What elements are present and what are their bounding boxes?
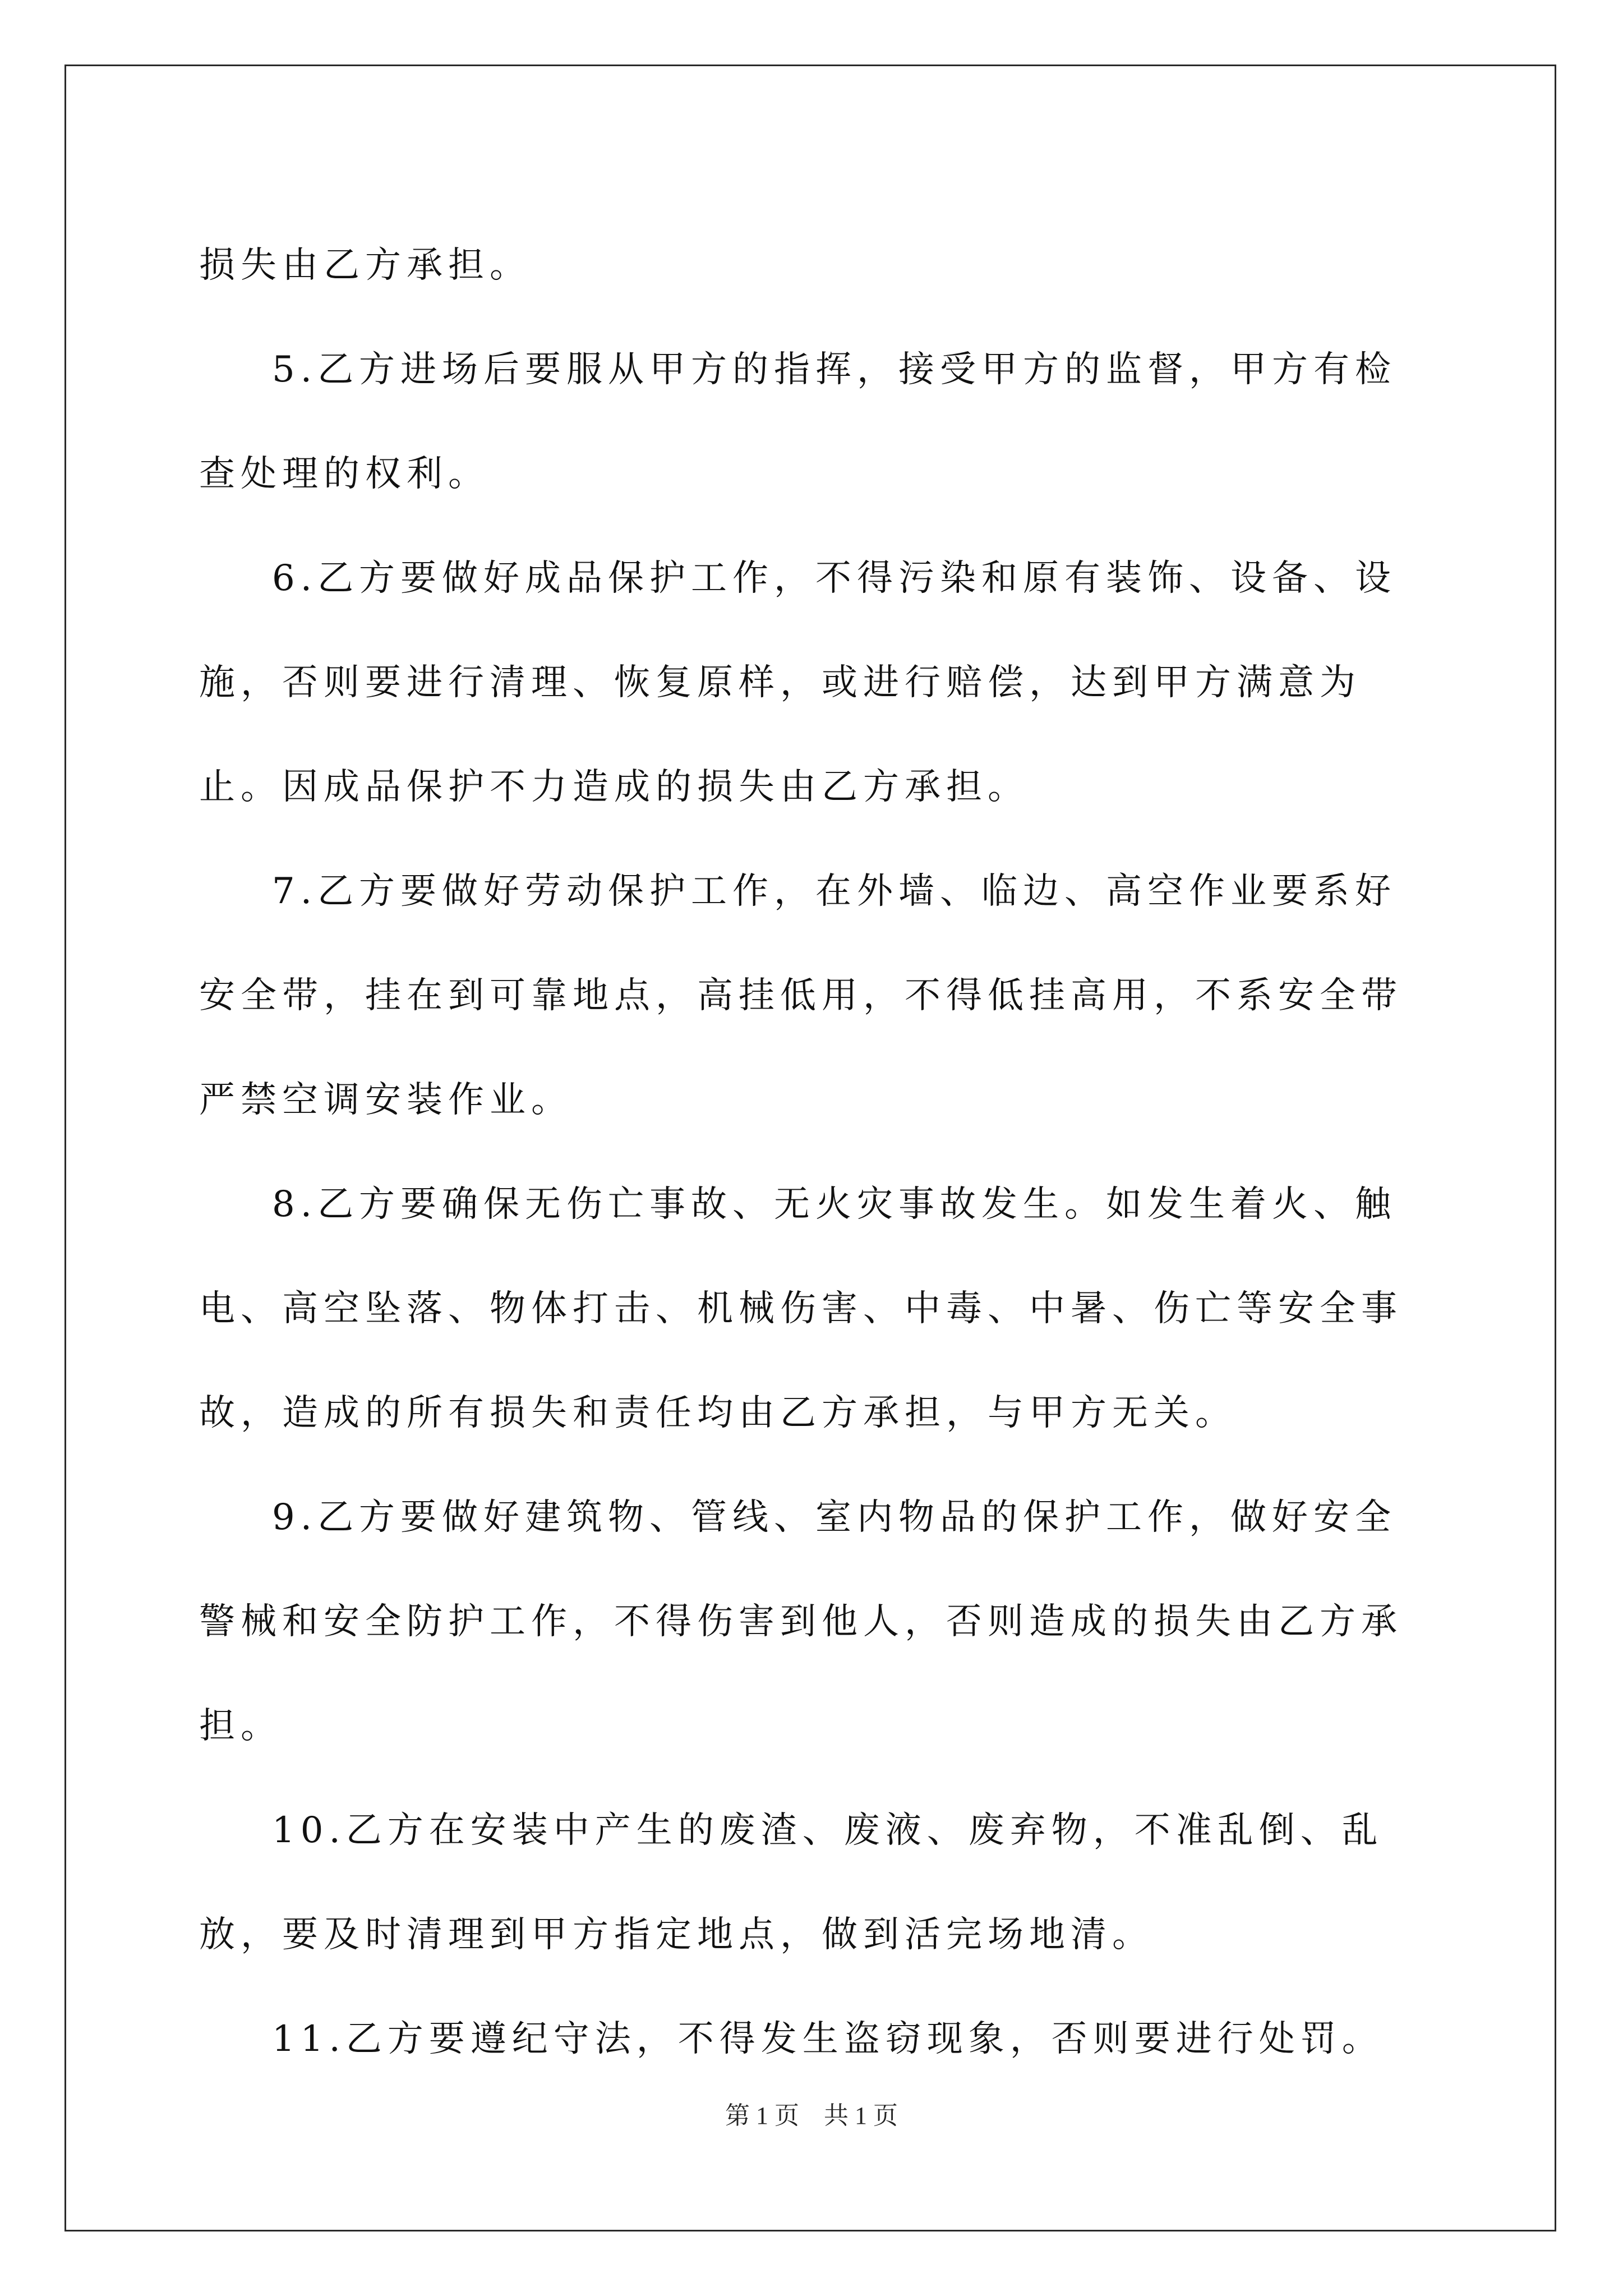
paragraph: 10.乙方在安装中产生的废渣、废液、废弃物，不准乱倒、乱放，要及时清理到甲方指定地点，做到活完场地清。	[199, 1810, 1384, 1955]
paragraph: 9.乙方要做好建筑物、管线、室内物品的保护工作，做好安全警械和安全防护工作，不得伤害到他人，否则造成的损失由乙方承担。	[199, 1497, 1403, 1747]
paragraph: 5.乙方进场后要服从甲方的指挥，接受甲方的监督，甲方有检查处理的权利。	[199, 349, 1397, 495]
paragraph: 11.乙方要遵纪守法，不得发生盗窃现象，否则要进行处罚。	[272, 2018, 1384, 2060]
paragraph: 7.乙方要做好劳动保护工作，在外墙、临边、高空作业要系好安全带，挂在到可靠地点，高挂低用，不得低挂高用，不系安全带严禁空调安装作业。	[199, 871, 1403, 1121]
page-footer	[0, 2095, 1623, 2131]
paragraph: 8.乙方要确保无伤亡事故、无火灾事故发生。如发生着火、触电、高空坠落、物体打击、机械伤害、中毒、中暑、伤亡等安全事故，造成的所有损失和责任均由乙方承担，与甲方无关。	[199, 1184, 1403, 1434]
paragraph: 6.乙方要做好成品保护工作，不得污染和原有装饰、设备、设施，否则要进行清理、恢复原样，或进行赔偿，达到甲方满意为止。因成品保护不力造成的损失由乙方承担。	[199, 558, 1397, 808]
document-body	[199, 213, 1433, 2091]
paragraph: 损失由乙方承担。	[199, 245, 531, 286]
page-number-label: 第 1 页 共 1 页	[725, 2102, 898, 2129]
